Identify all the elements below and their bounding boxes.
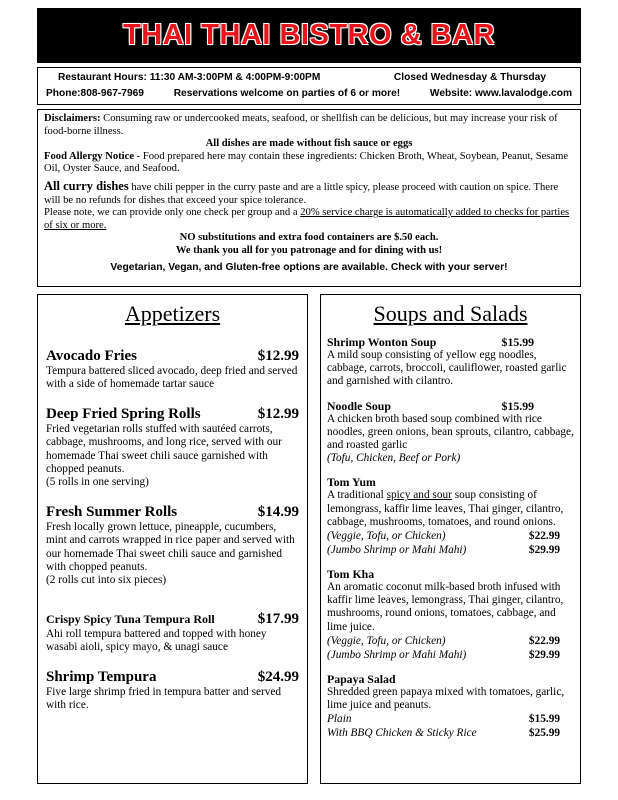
menu-item-name: Deep Fried Spring Rolls — [46, 405, 201, 422]
option-row — [327, 712, 574, 726]
option-row — [327, 648, 574, 662]
option-label: Plain — [327, 713, 352, 726]
info-row-hours — [46, 70, 572, 86]
menu-item — [46, 610, 299, 655]
menu-item-name: Papaya Salad — [327, 671, 396, 686]
info-bar — [37, 67, 581, 105]
info-row-contact — [46, 86, 572, 102]
disclaimer-label: Disclaimers: — [44, 113, 101, 124]
menu-item-desc: Five large shrimp fried in tempura batter and served with rice. — [46, 685, 282, 712]
soups-section — [320, 294, 581, 784]
menu-item-desc: Fried vegetarian rolls stuffed with sautéed carrots, cabbage, mushrooms, and long rice, served with our homemade Thai sweet chili sauce garnished with chopped peanuts. — [46, 422, 282, 476]
menu-item-header — [327, 335, 574, 349]
option-row — [327, 634, 574, 648]
menu-item — [327, 567, 574, 662]
menu-item — [327, 335, 574, 389]
menu-item-name: Avocado Fries — [46, 348, 137, 364]
menu-item-header — [46, 347, 299, 365]
menu-item — [46, 405, 299, 490]
appetizers-title: Appetizers — [124, 301, 221, 326]
menu-item-name: Shrimp Wonton Soup — [327, 335, 437, 349]
menu-item-header — [46, 668, 299, 686]
curry-text: have chili pepper in the curry paste and are a little spicy, please proceed with caution on spice. There will be no refunds for dishes that exceed your spice tolerance. — [44, 181, 559, 206]
menu-item — [327, 399, 574, 466]
option-label: With BBQ Chicken & Sticky Rice — [327, 727, 477, 740]
menu-item-desc: An aromatic coconut milk-based broth infused with kaffir lime leaves, lemongrass, Thai ginger, cilantro, mushrooms, round onions, tomatoes, cabbage, and lime juice. — [327, 581, 564, 633]
menu-item — [327, 672, 574, 740]
menu-item-header — [327, 475, 574, 489]
menu-item-header — [327, 399, 574, 413]
disclaimer-paragraph — [44, 113, 574, 138]
disclaimers-box — [37, 109, 581, 287]
menu-item — [46, 503, 299, 588]
desc-part: A traditional — [327, 489, 387, 502]
menu-item-name: Crispy Spicy Tuna Tempura Roll — [46, 611, 215, 626]
option-label: (Veggie, Tofu, or Chicken) — [327, 634, 446, 647]
soups-title: Soups and Salads — [373, 301, 528, 326]
menu-item-header — [46, 610, 299, 628]
option-label: (Jumbo Shrimp or Mahi Mahi) — [327, 544, 467, 557]
allergy-text: - Food prepared here may contain these ingredients: Chicken Broth, Wheat, Soybean, Peanut, Sesame Oil, Oyster Sauce, and Seafood. — [44, 150, 569, 175]
menu-item-desc: Fresh locally grown lettuce, pineapple, cucumbers, mint and carrots wrapped in rice paper and served with our homemade Thai sweet chili sauce and garnished with chopped peanuts. — [46, 520, 295, 574]
hours-text: Restaurant Hours: 11:30 AM-3:00PM & 4:00PM-9:00PM — [58, 72, 321, 83]
menu-item-name: Noodle Soup — [327, 398, 391, 413]
menu-item-name: Tom Yum — [327, 475, 376, 490]
curry-label: All curry dishes — [44, 178, 129, 193]
menu-item-header — [327, 567, 574, 581]
disclaimer-text: Consuming raw or undercooked meats, seafood, or shellfish can be delicious, but may increase your risk of food-borne illness. — [44, 113, 558, 137]
menu-item — [46, 668, 299, 713]
option-price: $22.99 — [528, 634, 560, 647]
menu-item-header — [46, 405, 299, 423]
no-substitutions-notice: NO substitutions and extra food containers are $.50 each. — [179, 232, 439, 244]
restaurant-title: THAI THAI BISTRO & BAR — [123, 19, 495, 51]
header-banner — [37, 8, 581, 63]
phone-text: Phone:808-967-7969 — [46, 88, 144, 99]
menu-item-note: (5 rolls in one serving) — [46, 476, 149, 489]
menu-item-name: Tom Kha — [327, 567, 375, 582]
menu-item-price: $14.99 — [257, 503, 299, 520]
menu-item — [46, 347, 299, 392]
curry-paragraph — [44, 180, 574, 207]
menu-item-price: $15.99 — [501, 335, 534, 349]
menu-item-price: $15.99 — [501, 398, 534, 413]
menu-item-desc: A chicken broth based soup combined with rice noodles, green onions, bean sprouts, cilantro, cabbage, and roasted garlic — [327, 412, 574, 452]
website-link[interactable]: Website: www.lavalodge.com — [429, 88, 572, 99]
menu-item-header — [46, 503, 299, 521]
option-price: $29.99 — [528, 648, 560, 661]
option-label: (Veggie, Tofu, or Chicken) — [327, 530, 446, 543]
menu-item — [327, 475, 574, 557]
desc-underlined: spicy and sour — [386, 489, 452, 502]
menu-item-desc: A mild soup consisting of yellow egg noodles, cabbage, carrots, broccoli, cauliflower, roasted garlic and garnished with cilantro. — [327, 349, 567, 388]
menu-item-price: $12.99 — [257, 348, 299, 364]
menu-item-note: (Tofu, Chicken, Beef or Pork) — [327, 452, 461, 465]
closed-days-text: Closed Wednesday & Thursday — [393, 72, 546, 83]
menu-item-header — [327, 672, 574, 686]
appetizers-section — [37, 294, 308, 784]
service-charge-text: 20% service charge is automatically added to checks for parties of six or more. — [44, 207, 570, 231]
menu-item-desc: Shredded green papaya mixed with tomatoes, garlic, lime juice and peanuts. — [327, 685, 565, 712]
menu-item-price: $24.99 — [257, 668, 299, 685]
desc-part: soup consisting of lemongrass, kaffir lime leaves, Thai ginger, cilantro, cabbage, mushrooms, tomatoes, and round onions. — [327, 489, 564, 528]
no-fish-sauce-notice: All dishes are made without fish sauce or eggs — [205, 138, 413, 150]
menu-item-desc — [327, 489, 574, 529]
menu-item-name: Shrimp Tempura — [46, 668, 157, 685]
menu-item-price: $12.99 — [257, 405, 299, 422]
option-row — [327, 543, 574, 557]
menu-item-price: $17.99 — [257, 610, 299, 627]
vegetarian-notice: Vegetarian, Vegan, and Gluten-free options are available. Check with your server! — [110, 261, 508, 273]
option-row — [327, 529, 574, 543]
option-label: (Jumbo Shrimp or Mahi Mahi) — [327, 648, 467, 661]
option-price: $22.99 — [528, 530, 560, 543]
thanks-notice: We thank you all for you patronage and for dining with us! — [175, 244, 443, 256]
option-row — [327, 726, 574, 740]
allergy-paragraph — [44, 151, 574, 176]
menu-item-note: (2 rolls cut into six pieces) — [46, 574, 167, 587]
menu-item-desc: Ahi roll tempura battered and topped with honey wasabi aioli, spicy mayo, & unagi sauce — [46, 627, 267, 654]
menu-item-desc: Tempura battered sliced avocado, deep fried and served with a side of homemade tartar sauce — [46, 365, 298, 391]
reservations-text: Reservations welcome on parties of 6 or more! — [173, 88, 401, 99]
allergy-label: Food Allergy Notice — [44, 150, 135, 162]
check-paragraph — [44, 207, 574, 232]
menu-item-name: Fresh Summer Rolls — [46, 503, 178, 520]
option-price: $25.99 — [528, 727, 560, 740]
option-price: $29.99 — [528, 544, 560, 557]
option-price: $15.99 — [528, 713, 560, 726]
check-text: Please note, we can provide only one check per group and a — [44, 207, 301, 219]
